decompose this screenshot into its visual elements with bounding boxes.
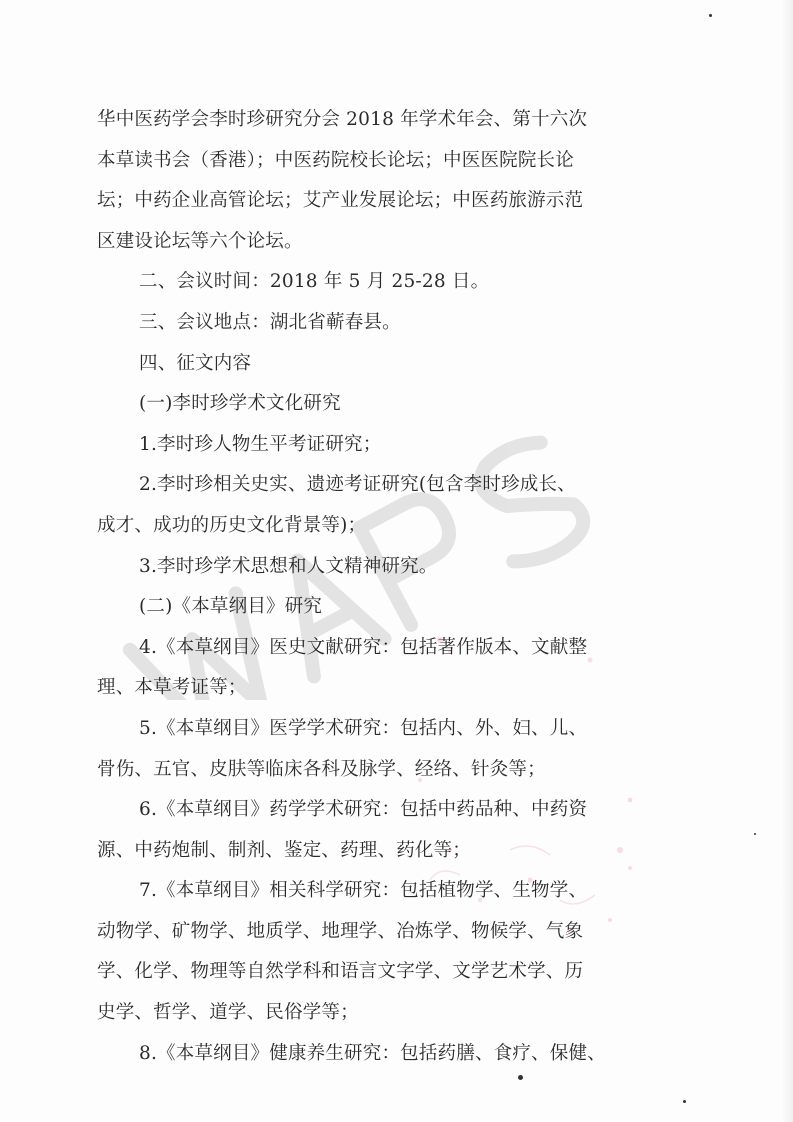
document-line: (二)《本草纲目》研究 bbox=[139, 596, 323, 618]
document-line: 成才、成功的历史文化背景等)； bbox=[97, 514, 367, 536]
speck bbox=[754, 833, 756, 835]
document-line: 本草读书会（香港）；中医药院校长论坛；中医医院院长论 bbox=[97, 149, 574, 171]
document-line: 四、征文内容 bbox=[139, 352, 252, 374]
document-line: 3.李时珍学术思想和人文精神研究。 bbox=[139, 555, 438, 577]
document-line: 史学、哲学、道学、民俗学等； bbox=[97, 1002, 359, 1024]
document-body bbox=[97, 100, 657, 1074]
document-line: 区建设论坛等六个论坛。 bbox=[97, 230, 303, 252]
document-line: 三、会议地点：湖北省蕲春县。 bbox=[139, 311, 401, 333]
document-line: 1.李时珍人物生平考证研究； bbox=[139, 433, 382, 455]
document-line: 动物学、矿物学、地质学、地理学、冶炼学、物候学、气象 bbox=[97, 920, 584, 942]
speck bbox=[518, 1075, 523, 1080]
speck bbox=[709, 14, 712, 17]
document-line: 2.李时珍相关史实、遗迹考证研究(包含李时珍成长、 bbox=[139, 474, 576, 496]
document-line: 骨伤、五官、皮肤等临床各科及脉学、经络、针灸等； bbox=[97, 758, 546, 780]
document-line: 二、会议时间：2018 年 5 月 25-28 日。 bbox=[139, 271, 490, 293]
document-line: 4.《本草纲目》医史文献研究：包括著作版本、文献整 bbox=[139, 636, 588, 658]
document-line: 学、化学、物理等自然学科和语言文字学、文学艺术学、历 bbox=[97, 961, 584, 983]
document-line: 坛；中药企业高管论坛；艾产业发展论坛；中医药旅游示范 bbox=[97, 190, 584, 212]
page-edge-shadow bbox=[781, 0, 793, 1122]
document-line: 8.《本草纲目》健康养生研究：包括药膳、食疗、保健、 bbox=[139, 1042, 606, 1064]
document-line: 5.《本草纲目》医学学术研究：包括内、外、妇、儿、 bbox=[139, 717, 588, 739]
document-line: 源、中药炮制、制剂、鉴定、药理、药化等； bbox=[97, 839, 472, 861]
document-line: 华中医药学会李时珍研究分会 2018 年学术年会、第十六次 bbox=[97, 109, 588, 130]
document-line: 7.《本草纲目》相关科学研究：包括植物学、生物学、 bbox=[139, 880, 588, 902]
document-line: (一)李时珍学术文化研究 bbox=[139, 393, 341, 415]
document-line: 理、本草考证等； bbox=[97, 677, 247, 699]
speck bbox=[683, 1100, 686, 1103]
document-line: 6.《本草纲目》药学学术研究：包括中药品种、中药资 bbox=[139, 799, 588, 821]
